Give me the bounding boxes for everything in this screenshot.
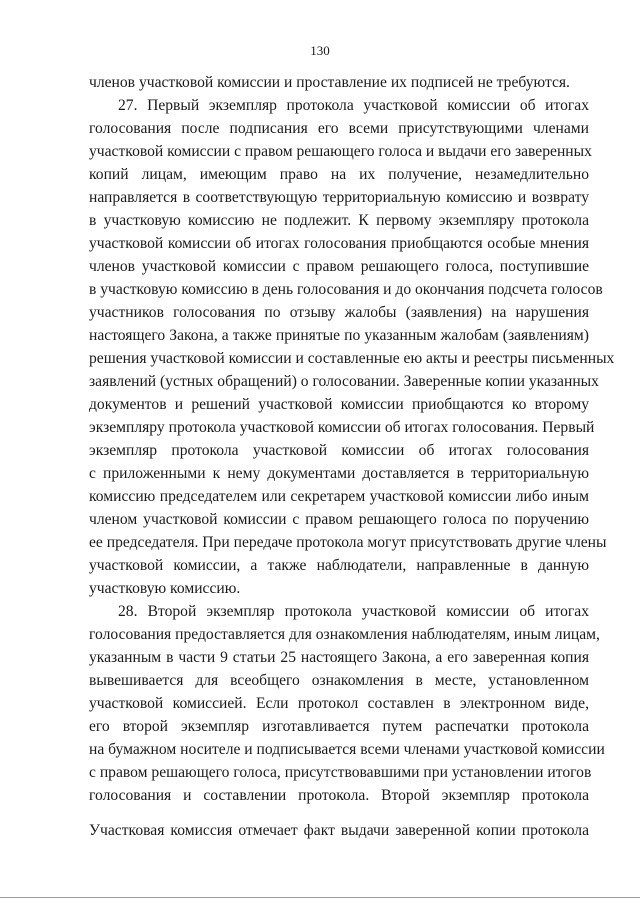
text-line: голосования предоставляется для ознакомления наблюдателям, иным лицам, bbox=[89, 626, 600, 643]
text-line: участковой комиссии, а также наблюдатели, направленные в данную bbox=[89, 557, 589, 574]
scan-edge-line bbox=[0, 897, 640, 898]
text-line: указанным в части 9 статьи 25 настоящего Закона, а его заверенная копия bbox=[89, 649, 589, 666]
paragraph-28-start: 28. Второй экземпляр протокола участковой комиссии об итогах bbox=[118, 603, 589, 620]
text-line: членом участковой комиссии с правом решающего голоса по поручению bbox=[89, 511, 589, 528]
text-line: ее председателя. При передаче протокола могут присутствовать другие члены bbox=[89, 534, 607, 551]
text-line: комиссию председателем или секретарем участковой комиссии либо иным bbox=[89, 488, 589, 505]
text-line: членов участковой комиссии и проставление их подписей не требуются. bbox=[89, 74, 570, 91]
text-line: заявлений (устных обращений) о голосовании. Заверенные копии указанных bbox=[89, 373, 599, 390]
text-line: экземпляр протокола участковой комиссии об итогах голосования bbox=[89, 442, 589, 459]
text-line: направляется в соответствующую территориальную комиссию и возврату bbox=[89, 189, 589, 206]
text-line: в участковую комиссию в день голосования и до окончания подсчета голосов bbox=[89, 281, 603, 298]
text-line: с приложенными к нему документами доставляется в территориальную bbox=[89, 465, 589, 482]
text-line: документов и решений участковой комиссии приобщаются ко второму bbox=[89, 396, 589, 413]
text-line: участковой комиссии об итогах голосования приобщаются особые мнения bbox=[89, 235, 589, 252]
text-line: голосования после подписания его всеми присутствующими членами bbox=[89, 120, 589, 137]
text-line: настоящего Закона, а также принятые по указанным жалобам (заявлениям) bbox=[89, 327, 589, 344]
text-line: участковую комиссию. bbox=[89, 580, 241, 597]
text-line: в участковую комиссию не подлежит. К первому экземпляру протокола bbox=[89, 212, 589, 229]
text-line: копий лицам, имеющим право на их получение, незамедлительно bbox=[89, 166, 589, 183]
text-line: его второй экземпляр изготавливается путем распечатки протокола bbox=[89, 718, 589, 735]
text-line: с правом решающего голоса, присутствовавшими при установлении итогов bbox=[89, 764, 592, 781]
page-number: 130 bbox=[310, 43, 330, 58]
text-line: решения участковой комиссии и составленные ею акты и реестры письменных bbox=[89, 350, 615, 367]
text-line: экземпляру протокола участковой комиссии об итогах голосования. Первый bbox=[89, 419, 595, 436]
text-line: голосования и составлении протокола. Второй экземпляр протокола bbox=[89, 787, 589, 804]
text-line: Участковая комиссия отмечает факт выдачи заверенной копии протокола bbox=[89, 822, 589, 839]
text-line: участковой комиссией. Если протокол составлен в электронном виде, bbox=[89, 695, 589, 712]
text-line: членов участковой комиссии с правом решающего голоса, поступившие bbox=[89, 258, 589, 275]
text-line: участковой комиссии с правом решающего голоса и выдачи его заверенных bbox=[89, 143, 592, 160]
text-line: на бумажном носителе и подписывается всеми членами участковой комиссии bbox=[89, 741, 605, 758]
text-line: участников голосования по отзыву жалобы (заявления) на нарушения bbox=[89, 304, 589, 321]
text-line: вывешивается для всеобщего ознакомления в месте, установленном bbox=[89, 672, 589, 689]
paragraph-27-start: 27. Первый экземпляр протокола участковой комиссии об итогах bbox=[118, 97, 589, 114]
